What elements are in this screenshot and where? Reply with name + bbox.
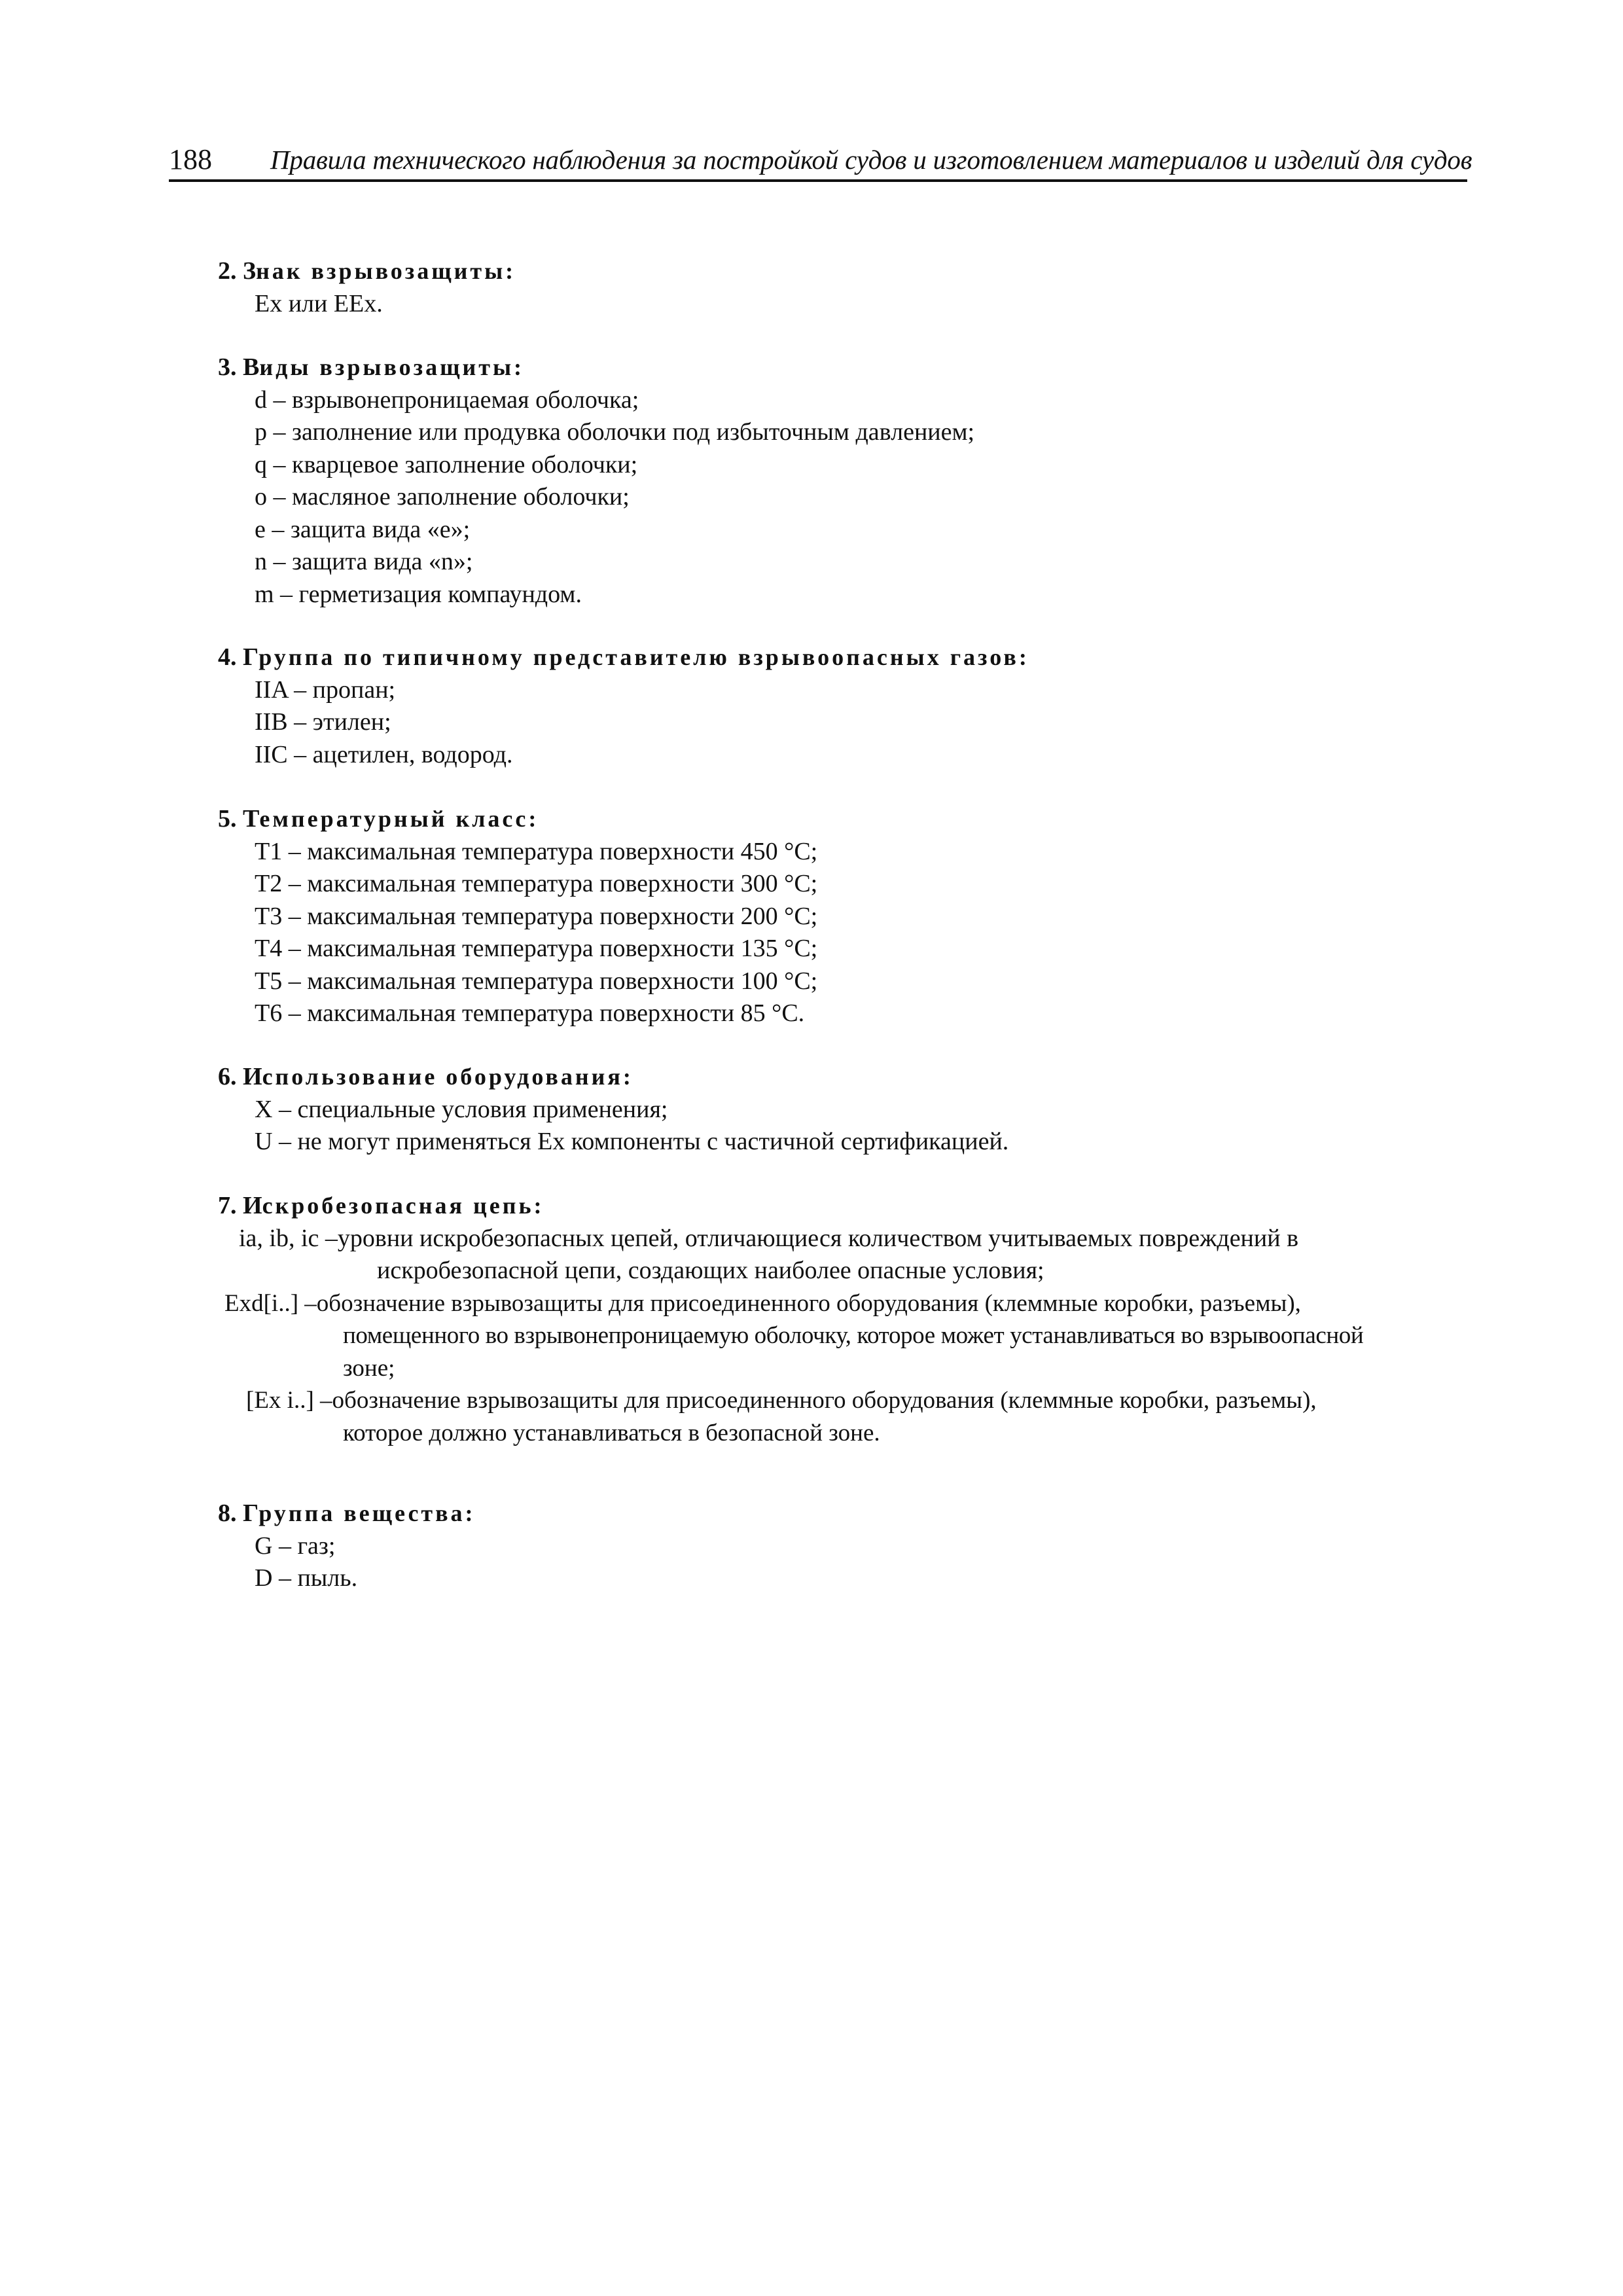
definition-term: ia, ib, ic – — [239, 1224, 338, 1252]
list-item: U – не могут применяться Ex компоненты с частичной сертификацией. — [255, 1128, 1009, 1155]
definition-continuation: помещенного во взрывонепроницаемую оболочку, которое может устанавливаться во взрывоопасной — [343, 1322, 1364, 1349]
section-equipment-use — [218, 1061, 1468, 1158]
section-temperature-class — [218, 803, 1468, 1030]
list-item: p – заполнение или продувка оболочки под избыточным давлением; — [255, 418, 975, 446]
list-item: T1 – максимальная температура поверхности 450 °C; — [255, 837, 818, 865]
list-item: G – газ; — [255, 1532, 336, 1560]
list-item: IIA – пропан; — [255, 675, 396, 704]
section-title: 5. Температурный класс: — [218, 805, 539, 833]
section-protection-types — [218, 351, 1468, 611]
list-item: T2 – максимальная температура поверхности 300 °C; — [255, 870, 818, 897]
list-item: Ex или EEx. — [255, 289, 383, 317]
list-item: T3 – максимальная температура поверхности 200 °C; — [255, 902, 818, 930]
section-title: 8. Группа вещества: — [218, 1499, 476, 1527]
section-title: 3. Виды взрывозащиты: — [218, 353, 525, 381]
section-title: 4. Группа по типичному представителю взрывоопасных газов: — [218, 643, 1029, 671]
running-title: Правила технического наблюдения за постройкой судов и изготовлением материалов и изделий для судов — [270, 145, 1472, 175]
list-item: D – пыль. — [255, 1564, 358, 1592]
definition-term: [Ex i..] – — [246, 1387, 332, 1414]
definition-text: уровни искробезопасных цепей, отличающиеся количеством учитываемых повреждений в — [337, 1224, 1299, 1252]
definition-item — [218, 1384, 1468, 1449]
list-item: IIC – ацетилен, водород. — [255, 740, 513, 768]
list-item: T4 – максимальная температура поверхности 135 °C; — [255, 935, 818, 962]
list-item: d – взрывонепроницаемая оболочка; — [255, 386, 639, 414]
section-gas-group — [218, 641, 1468, 771]
definition-text: обозначение взрывозащиты для присоединенного оборудования (клеммные коробки, разъемы), — [316, 1289, 1301, 1317]
definition-continuation: которое должно устанавливаться в безопасной зоне. — [343, 1419, 880, 1446]
definition-item — [218, 1223, 1468, 1287]
page-header — [169, 139, 1472, 182]
list-item: n – защита вида «n»; — [255, 548, 473, 575]
definition-item — [218, 1287, 1468, 1385]
section-explosion-protection-mark — [218, 255, 1468, 320]
section-title: 2. Знак взрывозащиты: — [218, 257, 516, 285]
list-item: e – защита вида «e»; — [255, 515, 471, 543]
section-title: 7. Искробезопасная цепь: — [218, 1192, 544, 1219]
page-number: 188 — [169, 143, 212, 175]
definition-term: Exd[i..] – — [224, 1289, 317, 1317]
definition-continuation: искробезопасной цепи, создающих наиболее опасные условия; — [377, 1257, 1044, 1284]
list-item: IIB – этилен; — [255, 708, 391, 736]
definition-continuation: зоне; — [343, 1354, 395, 1382]
list-item: T5 – максимальная температура поверхности 100 °C; — [255, 967, 818, 995]
list-item: q – кварцевое заполнение оболочки; — [255, 450, 638, 478]
list-item: o – масляное заполнение оболочки; — [255, 483, 630, 511]
section-substance-group — [218, 1498, 1468, 1595]
list-item: T6 – максимальная температура поверхности 85 °C. — [255, 999, 805, 1027]
list-item: X – специальные условия применения; — [255, 1095, 668, 1123]
section-title: 6. Использование оборудования: — [218, 1063, 633, 1090]
section-intrinsically-safe-circuit — [218, 1190, 1468, 1449]
list-item: m – герметизация компаундом. — [255, 580, 582, 608]
definition-text: обозначение взрывозащиты для присоединенного оборудования (клеммные коробки, разъемы), — [332, 1387, 1317, 1414]
